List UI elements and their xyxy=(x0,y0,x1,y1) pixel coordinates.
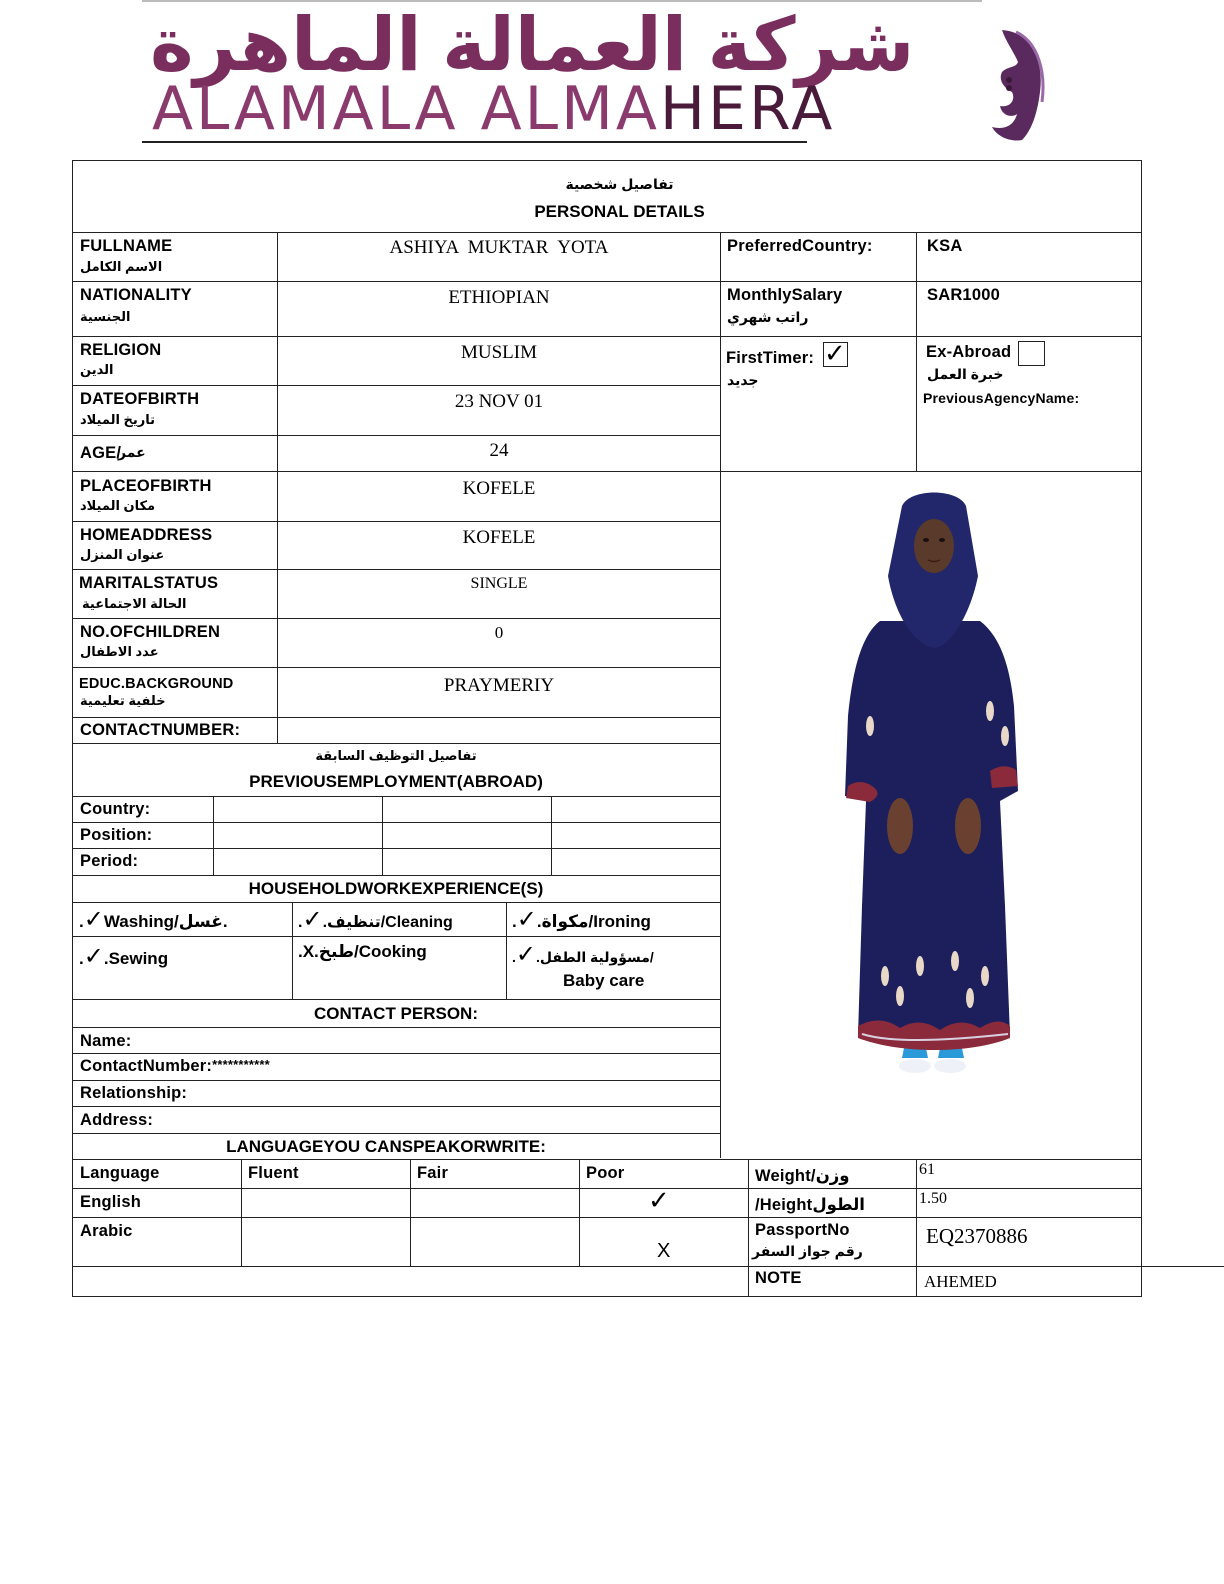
language-english: English xyxy=(80,1193,141,1211)
grid-line xyxy=(72,902,720,903)
company-name-arabic: شركة العمالة الماهرة xyxy=(150,3,915,86)
fluent-header: Fluent xyxy=(248,1164,299,1182)
place-of-birth-value: KOFELE xyxy=(462,478,536,499)
grid-line xyxy=(72,232,1142,233)
grid-line xyxy=(72,435,720,436)
employment-country-label: Country: xyxy=(80,800,151,818)
skill-prefix: . xyxy=(79,949,84,968)
grid-line xyxy=(579,1159,580,1266)
check-icon: ✓ xyxy=(302,906,323,933)
grid-line xyxy=(72,1217,1142,1218)
fullname-value: ASHIYA MUKTAR YOTA xyxy=(389,237,609,258)
check-icon: ✓ xyxy=(648,1185,670,1215)
nationality-label: NATIONALITY xyxy=(80,286,192,304)
note-label: NOTE xyxy=(755,1269,802,1287)
grid-line xyxy=(72,717,720,718)
company-name-english xyxy=(152,74,835,144)
date-of-birth-value: 23 NOV 01 xyxy=(454,391,544,412)
contact-number-value: *********** xyxy=(212,1057,270,1072)
fullname-label: FULLNAME xyxy=(80,237,173,255)
note-value: AHEMED xyxy=(924,1272,997,1291)
personal-details-title: PERSONAL DETAILS xyxy=(534,202,705,221)
grid-line xyxy=(72,569,720,570)
check-icon: ✓ xyxy=(515,941,536,968)
grid-line xyxy=(72,336,1142,337)
skill-prefix: . xyxy=(512,949,516,965)
monthly-salary-value: SAR1000 xyxy=(927,286,1000,304)
place-of-birth-label: PLACEOFBIRTH xyxy=(80,477,212,495)
grid-line xyxy=(506,902,507,999)
age-value: 24 xyxy=(489,440,509,461)
skill-baby-care-label-en: Baby care xyxy=(563,971,645,990)
skill-label: .مكواة/Ironing xyxy=(536,912,651,931)
weight-label: Weight/وزن xyxy=(755,1167,850,1185)
skill-label: .مسؤولية الطفل/ xyxy=(536,949,654,965)
check-icon: ✓ xyxy=(824,338,846,368)
weight-value: 61 xyxy=(919,1161,935,1178)
personal-details-title-arabic: تفاصيل شخصية xyxy=(565,176,674,192)
grid-line xyxy=(72,875,720,876)
monthly-salary-label: MonthlySalary xyxy=(727,286,843,304)
contact-number-label-text: ContactNumber: xyxy=(80,1057,213,1075)
grid-line xyxy=(72,385,720,386)
applicant-photo xyxy=(840,486,1025,1078)
preferred-country-label: PreferredCountry: xyxy=(727,237,873,255)
grid-line xyxy=(72,822,720,823)
home-address-value: KOFELE xyxy=(462,527,536,548)
header-rule xyxy=(142,141,807,143)
grid-line xyxy=(916,1159,917,1297)
grid-line xyxy=(551,796,552,875)
education-label-arabic: خلفية تعليمية xyxy=(80,693,166,708)
previous-employment-title: PREVIOUSEMPLOYMENT(ABROAD) xyxy=(249,772,543,791)
grid-line xyxy=(72,1027,720,1028)
relationship-label: Relationship: xyxy=(80,1084,188,1102)
marital-status-label: MARITALSTATUS xyxy=(79,574,219,592)
grid-line xyxy=(72,1133,720,1134)
poor-header: Poor xyxy=(586,1164,625,1182)
preferred-country-value: KSA xyxy=(927,237,963,255)
skill-label: .تنظيف/Cleaning xyxy=(322,914,453,931)
grid-line xyxy=(72,667,720,668)
age-label: AGE/ xyxy=(80,444,122,462)
nationality-value: ETHIOPIAN xyxy=(448,287,550,308)
contact-name-label: Name: xyxy=(80,1032,132,1050)
height-value: 1.50 xyxy=(919,1190,947,1207)
height-label: /Heightالطول xyxy=(755,1196,865,1214)
skill-ironing xyxy=(512,905,651,934)
grid-line xyxy=(241,1159,242,1266)
grid-line xyxy=(72,936,720,937)
household-title: HOUSEHOLDWORKEXPERIENCE(S) xyxy=(248,879,544,898)
grid-line xyxy=(72,1159,1142,1160)
grid-line xyxy=(916,232,917,472)
employment-period-label: Period: xyxy=(80,852,139,870)
grid-line xyxy=(720,232,721,1158)
employment-position-label: Position: xyxy=(80,826,153,844)
nationality-label-arabic: الجنسية xyxy=(80,309,131,324)
grid-line xyxy=(72,796,720,797)
religion-label-arabic: الدين xyxy=(80,362,114,377)
check-icon: ✓ xyxy=(516,906,537,933)
check-icon: ✓ xyxy=(83,906,104,933)
grid-line xyxy=(72,848,720,849)
marital-status-label-arabic: الحالة الاجتماعية xyxy=(82,596,187,611)
children-label: NO.OFCHILDREN xyxy=(80,623,221,641)
language-header: Language xyxy=(80,1164,160,1182)
grid-line xyxy=(292,902,293,999)
monthly-salary-label-arabic: راتب شهري xyxy=(727,309,809,325)
fullname-label-arabic: الاسم الكامل xyxy=(80,259,163,274)
grid-line xyxy=(410,1159,411,1266)
skill-cleaning xyxy=(298,905,453,934)
grid-line xyxy=(748,1159,749,1297)
company-name-english-a: ALAMALA ALMA xyxy=(152,74,660,144)
language-arabic: Arabic xyxy=(80,1222,133,1240)
skill-baby-care xyxy=(512,940,654,969)
ex-abroad-checkbox[interactable] xyxy=(1018,341,1045,366)
skill-label: .X.طبخ/Cooking xyxy=(298,942,427,961)
education-label: EDUC.BACKGROUND xyxy=(79,676,234,692)
grid-line xyxy=(72,1188,1142,1189)
company-logo-icon xyxy=(982,22,1052,146)
children-label-arabic: عدد الاطفال xyxy=(80,644,159,659)
skill-prefix: . xyxy=(298,914,303,931)
home-address-label: HOMEADDRESS xyxy=(80,526,213,544)
education-value: PRAYMERIY xyxy=(443,675,555,696)
grid-line xyxy=(72,1053,720,1054)
passport-label: PassportNo xyxy=(755,1221,850,1239)
previous-agency-label: PreviousAgencyName: xyxy=(923,390,1080,406)
grid-line xyxy=(72,743,720,744)
date-of-birth-label-arabic: تاريخ الميلاد xyxy=(80,412,156,427)
address-label: Address: xyxy=(80,1111,154,1129)
passport-label-arabic: رقم جواز السفر xyxy=(752,1243,863,1259)
grid-line xyxy=(382,796,383,875)
age-label-arabic: عمر xyxy=(118,444,146,460)
marital-status-value: SINGLE xyxy=(470,575,528,592)
grid-line xyxy=(213,796,214,875)
skill-sewing xyxy=(79,942,168,971)
grid-line xyxy=(72,521,720,522)
contact-person-title: CONTACT PERSON: xyxy=(313,1004,478,1023)
first-timer-label: FirstTimer: xyxy=(726,349,815,367)
languages-title: LANGUAGEYOU CANSPEAKORWRITE: xyxy=(226,1137,546,1156)
grid-line xyxy=(72,1266,1224,1267)
first-timer-checkbox[interactable] xyxy=(823,338,848,368)
religion-label: RELIGION xyxy=(80,341,162,359)
date-of-birth-label: DATEOFBIRTH xyxy=(80,390,200,408)
passport-value: EQ2370886 xyxy=(926,1224,1028,1248)
grid-line xyxy=(72,1080,720,1081)
skill-cooking xyxy=(298,942,427,962)
grid-line xyxy=(72,281,1142,282)
ex-abroad-label-arabic: خبرة العمل xyxy=(927,366,1004,382)
grid-line xyxy=(72,618,720,619)
ex-abroad-label: Ex-Abroad xyxy=(926,343,1012,361)
grid-line xyxy=(72,1106,720,1107)
previous-employment-title-arabic: تفاصيل التوظيف السابقة xyxy=(315,748,477,763)
skill-prefix: . xyxy=(79,912,84,931)
skill-washing xyxy=(79,905,228,934)
skill-label: .Sewing xyxy=(103,949,169,968)
company-name-english-b: HERA xyxy=(659,74,836,144)
contact-number-label xyxy=(80,1057,270,1076)
fair-header: Fair xyxy=(417,1164,449,1182)
first-timer-label-arabic: جديد xyxy=(727,372,759,388)
contact-number-label: CONTACTNUMBER: xyxy=(80,721,241,739)
religion-value: MUSLIM xyxy=(460,342,537,363)
home-address-label-arabic: عنوان المنزل xyxy=(80,547,165,562)
skill-label: .غسل/Washing xyxy=(103,912,228,931)
children-value: 0 xyxy=(494,623,504,642)
grid-line xyxy=(72,471,1142,472)
grid-line xyxy=(72,999,720,1000)
skill-prefix: . xyxy=(512,912,517,931)
check-icon: ✓ xyxy=(83,943,104,970)
place-of-birth-label-arabic: مكان الميلاد xyxy=(80,498,156,513)
x-mark-icon: X xyxy=(657,1240,671,1262)
